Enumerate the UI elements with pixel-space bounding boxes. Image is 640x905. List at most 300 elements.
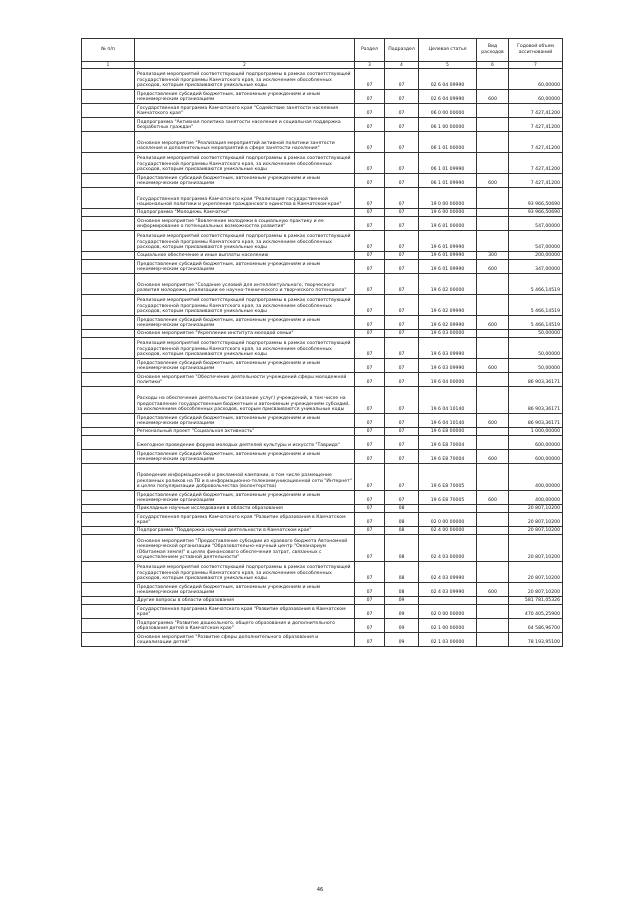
table-row <box>82 188 563 209</box>
table-row <box>82 104 563 118</box>
header-expense-type: Вид расходов <box>477 39 509 62</box>
subsection-cell: 07 <box>385 359 419 373</box>
subsection-cell: 07 <box>385 274 419 295</box>
num-cell <box>82 387 135 414</box>
expense-type-cell <box>477 428 509 436</box>
name-cell: Расходы на обеспечение деятельности (оказание услуг) учреждений, в том числе на предоставление государственным бюджетным и автономным учреждениям субсидий, за исключением обособленных расходов, которым присваиваются уникальные коды <box>135 387 355 414</box>
target-cell: 06 1 00 00000 <box>419 118 477 132</box>
amount-cell: 78 193,95100 <box>509 633 563 647</box>
table-row <box>82 373 563 387</box>
name-cell: Государственная программа Камчатского края "Реализация государственной национальной политики и укрепление гражданского единства в Камчатском крае" <box>135 188 355 209</box>
name-cell: Подпрограмма "Активная политика занятости населения и социальная поддержка безработных граждан" <box>135 118 355 132</box>
expense-type-cell <box>477 209 509 217</box>
section-cell: 07 <box>355 633 385 647</box>
expense-type-cell <box>477 104 509 118</box>
target-cell: 19 6 04 10140 <box>419 387 477 414</box>
table-row <box>82 505 563 513</box>
target-cell: 19 6 00 00000 <box>419 209 477 217</box>
table-row <box>82 231 563 252</box>
expense-type-cell <box>477 217 509 231</box>
subsection-cell: 09 <box>385 633 419 647</box>
expense-type-cell <box>477 619 509 633</box>
section-cell: 07 <box>355 252 385 260</box>
name-cell: Предоставление субсидий бюджетным, автономным учреждениям и иным некоммерческим организациям <box>135 174 355 188</box>
name-cell: Реализация мероприятий соответствующей подпрограммы в рамках соответствующей государственной программы Камчатского края, за исключением обособленных расходов, которым присваиваются уникальные коды <box>135 338 355 359</box>
num-cell <box>82 69 135 90</box>
num-cell <box>82 359 135 373</box>
amount-cell: 20 807,10200 <box>509 505 563 513</box>
amount-cell: 86 903,36171 <box>509 387 563 414</box>
target-cell: 02 6 04 09990 <box>419 90 477 104</box>
section-cell: 07 <box>355 373 385 387</box>
num-cell <box>82 132 135 153</box>
target-cell: 19 0 00 00000 <box>419 188 477 209</box>
table-row <box>82 209 563 217</box>
target-cell: 06 0 00 00000 <box>419 104 477 118</box>
amount-cell: 5 466,14519 <box>509 295 563 316</box>
column-number: 5 <box>419 62 477 69</box>
name-cell: Основное мероприятие "Реализация мероприятий активной политики занятости населения и дополнительных мероприятий в сфере занятости населения" <box>135 132 355 153</box>
target-cell: 02 4 00 00000 <box>419 527 477 535</box>
section-cell: 07 <box>355 69 385 90</box>
section-cell: 07 <box>355 605 385 619</box>
num-cell <box>82 505 135 513</box>
amount-cell: 400,00000 <box>509 491 563 505</box>
amount-cell: 5 466,14519 <box>509 316 563 330</box>
table-row <box>82 387 563 414</box>
amount-cell: 400,00000 <box>509 464 563 491</box>
num-cell <box>82 535 135 562</box>
subsection-cell: 07 <box>385 436 419 450</box>
column-number: 7 <box>509 62 563 69</box>
table-row <box>82 118 563 132</box>
amount-cell: 600,00000 <box>509 450 563 464</box>
num-cell <box>82 104 135 118</box>
table-row <box>82 605 563 619</box>
target-cell: 06 1 01 09990 <box>419 153 477 174</box>
target-cell: 06 1 01 09990 <box>419 174 477 188</box>
subsection-cell: 07 <box>385 209 419 217</box>
header-section: Раздел <box>355 39 385 62</box>
name-cell: Предоставление субсидий бюджетным, автономным учреждениям и иным некоммерческим организациям <box>135 359 355 373</box>
section-cell: 07 <box>355 414 385 428</box>
target-cell: 19 6 E8 00000 <box>419 428 477 436</box>
target-cell: 02 4 03 09990 <box>419 583 477 597</box>
expense-type-cell: 600 <box>477 583 509 597</box>
section-cell: 07 <box>355 535 385 562</box>
subsection-cell: 07 <box>385 174 419 188</box>
table-row <box>82 436 563 450</box>
num-cell <box>82 217 135 231</box>
expense-type-cell <box>477 464 509 491</box>
subsection-cell: 07 <box>385 491 419 505</box>
section-cell: 07 <box>355 450 385 464</box>
subsection-cell: 07 <box>385 373 419 387</box>
expense-type-cell <box>477 527 509 535</box>
expense-type-cell: 600 <box>477 450 509 464</box>
section-cell: 07 <box>355 562 385 583</box>
name-cell: Предоставление субсидий бюджетным, автономным учреждениям и иным некоммерческим организациям <box>135 260 355 274</box>
expense-type-cell <box>477 118 509 132</box>
table-row <box>82 414 563 428</box>
section-cell: 07 <box>355 330 385 338</box>
num-cell <box>82 436 135 450</box>
amount-cell: 20 807,10200 <box>509 583 563 597</box>
amount-cell: 547,00000 <box>509 217 563 231</box>
section-cell: 07 <box>355 188 385 209</box>
subsection-cell: 07 <box>385 188 419 209</box>
subsection-cell: 07 <box>385 69 419 90</box>
subsection-cell: 07 <box>385 90 419 104</box>
section-cell: 07 <box>355 217 385 231</box>
subsection-cell: 07 <box>385 330 419 338</box>
column-number: 6 <box>477 62 509 69</box>
amount-cell: 60,00000 <box>509 90 563 104</box>
subsection-cell: 07 <box>385 132 419 153</box>
section-cell: 07 <box>355 583 385 597</box>
name-cell: Региональный проект "Социальная активность" <box>135 428 355 436</box>
name-cell: Предоставление субсидий бюджетным, автономным учреждениям и иным некоммерческим организациям <box>135 491 355 505</box>
header-amount: Годовой объем ассигнований <box>509 39 563 62</box>
table-row <box>82 359 563 373</box>
subsection-cell: 07 <box>385 118 419 132</box>
target-cell: 02 1 00 00000 <box>419 619 477 633</box>
subsection-cell: 07 <box>385 252 419 260</box>
expense-type-cell <box>477 188 509 209</box>
amount-cell: 7 427,41200 <box>509 104 563 118</box>
section-cell: 07 <box>355 104 385 118</box>
name-cell: Основное мероприятие "Предоставление субсидии из краевого бюджета Автономной некоммерческой организации "Образовательно-научный центр "Океанариум (Обитаемая земля)" в целях финансового обеспечения затрат, связанных с осуществлением уставной деятельности" <box>135 535 355 562</box>
expense-type-cell <box>477 153 509 174</box>
expense-type-cell <box>477 387 509 414</box>
column-number: 1 <box>82 62 135 69</box>
amount-cell: 50,00000 <box>509 338 563 359</box>
expense-type-cell <box>477 274 509 295</box>
expense-type-cell: 300 <box>477 252 509 260</box>
amount-cell: 60,00000 <box>509 69 563 90</box>
amount-cell: 7 427,41200 <box>509 132 563 153</box>
table-row <box>82 252 563 260</box>
section-cell: 07 <box>355 174 385 188</box>
target-cell <box>419 597 477 605</box>
target-cell: 02 6 04 09990 <box>419 69 477 90</box>
expense-type-cell <box>477 535 509 562</box>
expense-type-cell <box>477 513 509 527</box>
column-number: 4 <box>385 62 419 69</box>
num-cell <box>82 188 135 209</box>
name-cell: Реализация мероприятий соответствующей подпрограммы в рамках соответствующей государственной программы Камчатского края, за исключением обособленных расходов, которым присваиваются уникальные коды <box>135 153 355 174</box>
num-cell <box>82 491 135 505</box>
expense-type-cell: 600 <box>477 90 509 104</box>
table-row <box>82 597 563 605</box>
name-cell: Реализация мероприятий соответствующей подпрограммы в рамках соответствующей государственной программы Камчатского края, за исключением обособленных расходов, которым присваиваются уникальные коды <box>135 69 355 90</box>
budget-table <box>81 38 563 647</box>
amount-cell: 20 807,10200 <box>509 513 563 527</box>
expense-type-cell <box>477 633 509 647</box>
num-cell <box>82 274 135 295</box>
amount-cell: 93 966,50690 <box>509 188 563 209</box>
name-cell: Предоставление субсидий бюджетным, автономным учреждениям и иным некоммерческим организациям <box>135 316 355 330</box>
subsection-cell: 08 <box>385 562 419 583</box>
target-cell: 19 6 02 00000 <box>419 274 477 295</box>
amount-cell: 1 000,00000 <box>509 428 563 436</box>
amount-cell: 7 427,41200 <box>509 174 563 188</box>
section-cell: 07 <box>355 118 385 132</box>
section-cell: 07 <box>355 153 385 174</box>
num-cell <box>82 316 135 330</box>
subsection-cell: 07 <box>385 464 419 491</box>
expense-type-cell <box>477 338 509 359</box>
amount-cell: 86 903,36171 <box>509 414 563 428</box>
target-cell: 19 6 04 10140 <box>419 414 477 428</box>
amount-cell: 7 427,41200 <box>509 153 563 174</box>
name-cell: Основное мероприятие "Развитие сферы дополнительного образования и социализации детей" <box>135 633 355 647</box>
target-cell: 19 6 02 09990 <box>419 295 477 316</box>
section-cell: 07 <box>355 316 385 330</box>
table-row <box>82 217 563 231</box>
table-row <box>82 450 563 464</box>
name-cell: Основное мероприятие "Обеспечение деятельности учреждений сферы молодежной политики" <box>135 373 355 387</box>
amount-cell: 50,00000 <box>509 359 563 373</box>
num-cell <box>82 231 135 252</box>
num-cell <box>82 450 135 464</box>
num-cell <box>82 174 135 188</box>
num-cell <box>82 619 135 633</box>
subsection-cell: 07 <box>385 104 419 118</box>
column-number-row <box>82 62 563 69</box>
target-cell: 19 6 03 00000 <box>419 330 477 338</box>
name-cell: Основное мероприятие "Вовлечение молодежи в социальную практику и ее информирование о потенциальных возможностях развития" <box>135 217 355 231</box>
num-cell <box>82 414 135 428</box>
table-row <box>82 535 563 562</box>
subsection-cell: 07 <box>385 153 419 174</box>
section-cell: 07 <box>355 338 385 359</box>
table-row <box>82 428 563 436</box>
section-cell: 07 <box>355 260 385 274</box>
amount-cell: 547,00000 <box>509 231 563 252</box>
target-cell: 02 0 00 00000 <box>419 513 477 527</box>
name-cell: Подпрограмма "Поддержка научной деятельности в Камчатском крае" <box>135 527 355 535</box>
name-cell: Социальное обеспечение и иные выплаты населению <box>135 252 355 260</box>
subsection-cell: 09 <box>385 597 419 605</box>
table-row <box>82 619 563 633</box>
table-row <box>82 562 563 583</box>
subsection-cell: 07 <box>385 450 419 464</box>
name-cell: Предоставление субсидий бюджетным, автономным учреждениям и иным некоммерческим организациям <box>135 90 355 104</box>
section-cell: 07 <box>355 491 385 505</box>
table-row <box>82 153 563 174</box>
num-cell <box>82 260 135 274</box>
num-cell <box>82 428 135 436</box>
amount-cell: 20 807,10200 <box>509 535 563 562</box>
table-row <box>82 316 563 330</box>
section-cell: 07 <box>355 505 385 513</box>
section-cell: 07 <box>355 619 385 633</box>
table-row <box>82 633 563 647</box>
table-row <box>82 513 563 527</box>
expense-type-cell: 600 <box>477 414 509 428</box>
amount-cell: 600,00000 <box>509 436 563 450</box>
target-cell: 19 6 E8 70005 <box>419 464 477 491</box>
amount-cell: 347,00000 <box>509 260 563 274</box>
expense-type-cell <box>477 132 509 153</box>
subsection-cell: 07 <box>385 414 419 428</box>
section-cell: 07 <box>355 209 385 217</box>
subsection-cell: 07 <box>385 295 419 316</box>
expense-type-cell: 600 <box>477 316 509 330</box>
header-target: Целевая статья <box>419 39 477 62</box>
expense-type-cell <box>477 69 509 90</box>
subsection-cell: 07 <box>385 428 419 436</box>
target-cell: 19 6 E8 70004 <box>419 450 477 464</box>
subsection-cell: 09 <box>385 605 419 619</box>
table-row <box>82 90 563 104</box>
target-cell: 19 6 04 00000 <box>419 373 477 387</box>
num-cell <box>82 90 135 104</box>
subsection-cell: 08 <box>385 513 419 527</box>
subsection-cell: 08 <box>385 505 419 513</box>
target-cell: 19 6 03 09990 <box>419 338 477 359</box>
page-number: 46 <box>316 887 324 893</box>
amount-cell: 7 427,41200 <box>509 118 563 132</box>
name-cell: Подпрограмма "Развитие дошкольного, общего образования и дополнительного образования детей в Камчатском крае" <box>135 619 355 633</box>
name-cell: Государственная программа Камчатского края "Развитие образования в Камчатском крае" <box>135 513 355 527</box>
name-cell: Реализация мероприятий соответствующей подпрограммы в рамках соответствующей государственной программы Камчатского края, за исключением обособленных расходов, которым присваиваются уникальные коды <box>135 231 355 252</box>
column-number: 3 <box>355 62 385 69</box>
subsection-cell: 07 <box>385 260 419 274</box>
num-cell <box>82 633 135 647</box>
expense-type-cell <box>477 605 509 619</box>
expense-type-cell <box>477 295 509 316</box>
name-cell: Реализация мероприятий соответствующей подпрограммы в рамках соответствующей государственной программы Камчатского края, за исключением обособленных расходов, которым присваиваются уникальные коды <box>135 295 355 316</box>
num-cell <box>82 295 135 316</box>
expense-type-cell <box>477 231 509 252</box>
subsection-cell: 08 <box>385 583 419 597</box>
table-row <box>82 527 563 535</box>
section-cell: 07 <box>355 132 385 153</box>
name-cell: Предоставление субсидий бюджетным, автономным учреждениям и иным некоммерческим организациям <box>135 414 355 428</box>
name-cell: Реализация мероприятий соответствующей подпрограммы в рамках соответствующей государственной программы Камчатского края, за исключением обособленных расходов, которым присваиваются уникальные коды <box>135 562 355 583</box>
section-cell: 07 <box>355 597 385 605</box>
amount-cell: 64 586,96700 <box>509 619 563 633</box>
target-cell: 19 6 E8 70005 <box>419 491 477 505</box>
name-cell: Предоставление субсидий бюджетным, автономным учреждениям и иным некоммерческим организациям <box>135 583 355 597</box>
section-cell: 07 <box>355 513 385 527</box>
num-cell <box>82 338 135 359</box>
target-cell <box>419 505 477 513</box>
subsection-cell: 07 <box>385 217 419 231</box>
target-cell: 02 4 03 09990 <box>419 562 477 583</box>
subsection-cell: 08 <box>385 535 419 562</box>
subsection-cell: 07 <box>385 387 419 414</box>
amount-cell: 93 966,50690 <box>509 209 563 217</box>
section-cell: 07 <box>355 464 385 491</box>
num-cell <box>82 583 135 597</box>
table-row <box>82 174 563 188</box>
target-cell: 19 6 03 09990 <box>419 359 477 373</box>
column-number: 2 <box>135 62 355 69</box>
num-cell <box>82 562 135 583</box>
table-row <box>82 583 563 597</box>
section-cell: 07 <box>355 274 385 295</box>
expense-type-cell <box>477 436 509 450</box>
num-cell <box>82 153 135 174</box>
expense-type-cell: 600 <box>477 491 509 505</box>
name-cell: Прикладные научные исследования в области образования <box>135 505 355 513</box>
header-name <box>135 39 355 62</box>
name-cell: Проведение информационной и рекламной кампании, в том числе размещение рекламных роликов на ТВ и в информационно-телекоммуникационной сети "Интернет" в целях популяризации добровольчества (волонтерства) <box>135 464 355 491</box>
num-cell <box>82 373 135 387</box>
section-cell: 07 <box>355 428 385 436</box>
table-row <box>82 69 563 90</box>
table-row <box>82 338 563 359</box>
num-cell <box>82 209 135 217</box>
header-subsection: Подраздел <box>385 39 419 62</box>
section-cell: 07 <box>355 436 385 450</box>
num-cell <box>82 527 135 535</box>
amount-cell: 50,00000 <box>509 330 563 338</box>
name-cell: Основное мероприятие "Создание условий для интеллектуального, творческого развития молодежи, реализации ее научно-технического и творческого потенциала" <box>135 274 355 295</box>
name-cell: Подпрограмма "Молодежь Камчатки" <box>135 209 355 217</box>
target-cell: 02 0 00 00000 <box>419 605 477 619</box>
expense-type-cell: 600 <box>477 174 509 188</box>
expense-type-cell <box>477 597 509 605</box>
amount-cell: 20 807,10200 <box>509 562 563 583</box>
table-row <box>82 132 563 153</box>
amount-cell: 200,00000 <box>509 252 563 260</box>
num-cell <box>82 597 135 605</box>
amount-cell: 581 781,05326 <box>509 597 563 605</box>
num-cell <box>82 252 135 260</box>
num-cell <box>82 464 135 491</box>
table-body <box>82 69 563 647</box>
table-row <box>82 330 563 338</box>
amount-cell: 20 807,10200 <box>509 527 563 535</box>
section-cell: 07 <box>355 359 385 373</box>
expense-type-cell <box>477 505 509 513</box>
name-cell: Другие вопросы в области образования <box>135 597 355 605</box>
amount-cell: 5 466,14519 <box>509 274 563 295</box>
header-num: № п/п <box>82 39 135 62</box>
amount-cell: 470 405,25900 <box>509 605 563 619</box>
expense-type-cell: 600 <box>477 359 509 373</box>
table-row <box>82 295 563 316</box>
num-cell <box>82 513 135 527</box>
table-row <box>82 464 563 491</box>
expense-type-cell <box>477 330 509 338</box>
subsection-cell: 09 <box>385 619 419 633</box>
expense-type-cell: 600 <box>477 260 509 274</box>
name-cell: Предоставление субсидий бюджетным, автономным учреждениям и иным некоммерческим организациям <box>135 450 355 464</box>
subsection-cell: 07 <box>385 338 419 359</box>
num-cell <box>82 330 135 338</box>
target-cell: 19 6 01 09990 <box>419 252 477 260</box>
expense-type-cell <box>477 373 509 387</box>
subsection-cell: 07 <box>385 231 419 252</box>
target-cell: 02 1 03 00000 <box>419 633 477 647</box>
num-cell <box>82 118 135 132</box>
section-cell: 07 <box>355 231 385 252</box>
name-cell: Ежегодное проведение форума молодых деятелей культуры и искусств "Таврида" <box>135 436 355 450</box>
table-row <box>82 260 563 274</box>
target-cell: 19 6 E8 70004 <box>419 436 477 450</box>
section-cell: 07 <box>355 295 385 316</box>
section-cell: 07 <box>355 387 385 414</box>
subsection-cell: 07 <box>385 316 419 330</box>
amount-cell: 86 903,36171 <box>509 373 563 387</box>
num-cell <box>82 605 135 619</box>
target-cell: 19 6 02 09990 <box>419 316 477 330</box>
